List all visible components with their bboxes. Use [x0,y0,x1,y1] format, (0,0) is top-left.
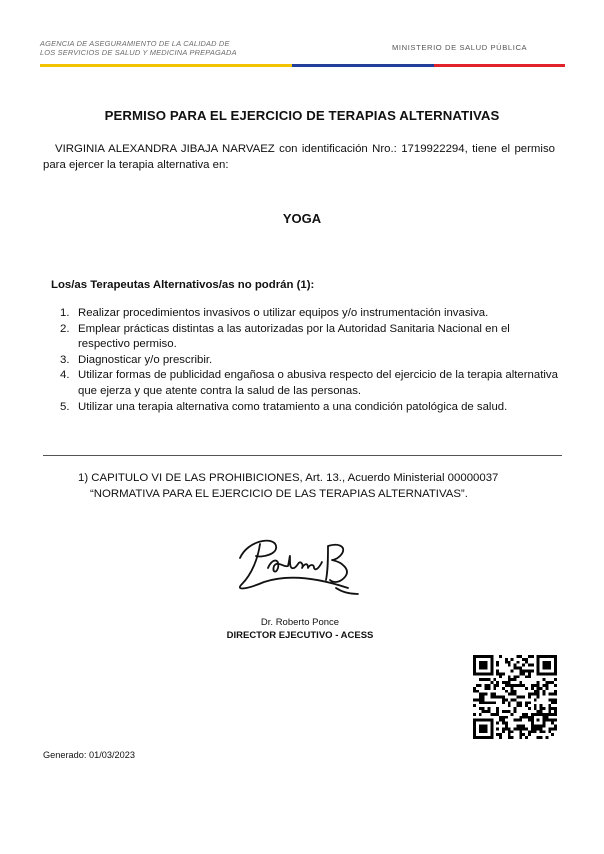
agency-line-1: AGENCIA DE ASEGURAMIENTO DE LA CALIDAD DE [40,39,230,48]
footnote-line-1: 1) CAPITULO VI DE LAS PROHIBICIONES, Art. 13., Acuerdo Ministerial 00000037 [78,472,499,484]
agency-name [40,40,290,57]
document-title: PERMISO PARA EL EJERCICIO DE TERAPIAS ALTERNATIVAS [104,108,500,123]
signature-image [228,528,378,608]
restriction-item: 4. Utilizar formas de publicidad engañosa o abusiva respecto del ejercicio de la terapia alternativa que ejerza y que atente contra la salud de las personas. [60,369,558,397]
stripe-yellow [40,64,292,67]
qr-code-icon [473,655,557,739]
section-divider [43,455,562,456]
stripe-red [434,64,565,67]
flag-stripe [40,64,565,67]
restriction-item: 1. Realizar procedimientos invasivos o utilizar equipos y/o instrumentación invasiva. [60,307,489,319]
therapy-name: YOGA [282,211,322,226]
generated-date: Generado: 01/03/2023 [43,750,135,760]
restriction-item: 3. Diagnosticar y/o prescribir. [60,353,213,366]
restrictions-list [60,306,560,415]
stripe-blue [292,64,434,67]
agency-line-2: LOS SERVICIOS DE SALUD Y MEDICINA PREPAGADA [40,47,237,57]
restrictions-title: Los/as Terapeutas Alternativos/as no podrán (1): [51,279,315,291]
signer-name: Dr. Roberto Ponce [260,617,340,628]
signer-title: DIRECTOR EJECUTIVO - ACESS [226,630,374,641]
footnote-line-2: “NORMATIVA PARA EL EJERCICIO DE LAS TERAPIAS ALTERNATIVAS”. [90,487,468,500]
permit-statement: VIRGINIA ALEXANDRA JIBAJA NARVAEZ con identificación Nro.: 1719922294, tiene el permiso para ejercer la terapia alternativa en: [43,143,555,171]
ministry-name: MINISTERIO DE SALUD PÚBLICA [392,43,528,52]
restriction-item: 2. Emplear prácticas distintas a las autorizadas por la Autoridad Sanitaria Nacional en el respectivo permiso. [60,322,510,351]
restriction-item: 5. Utilizar una terapia alternativa como tratamiento a una condición patológica de salud. [60,400,508,413]
legal-footnote [78,471,548,502]
